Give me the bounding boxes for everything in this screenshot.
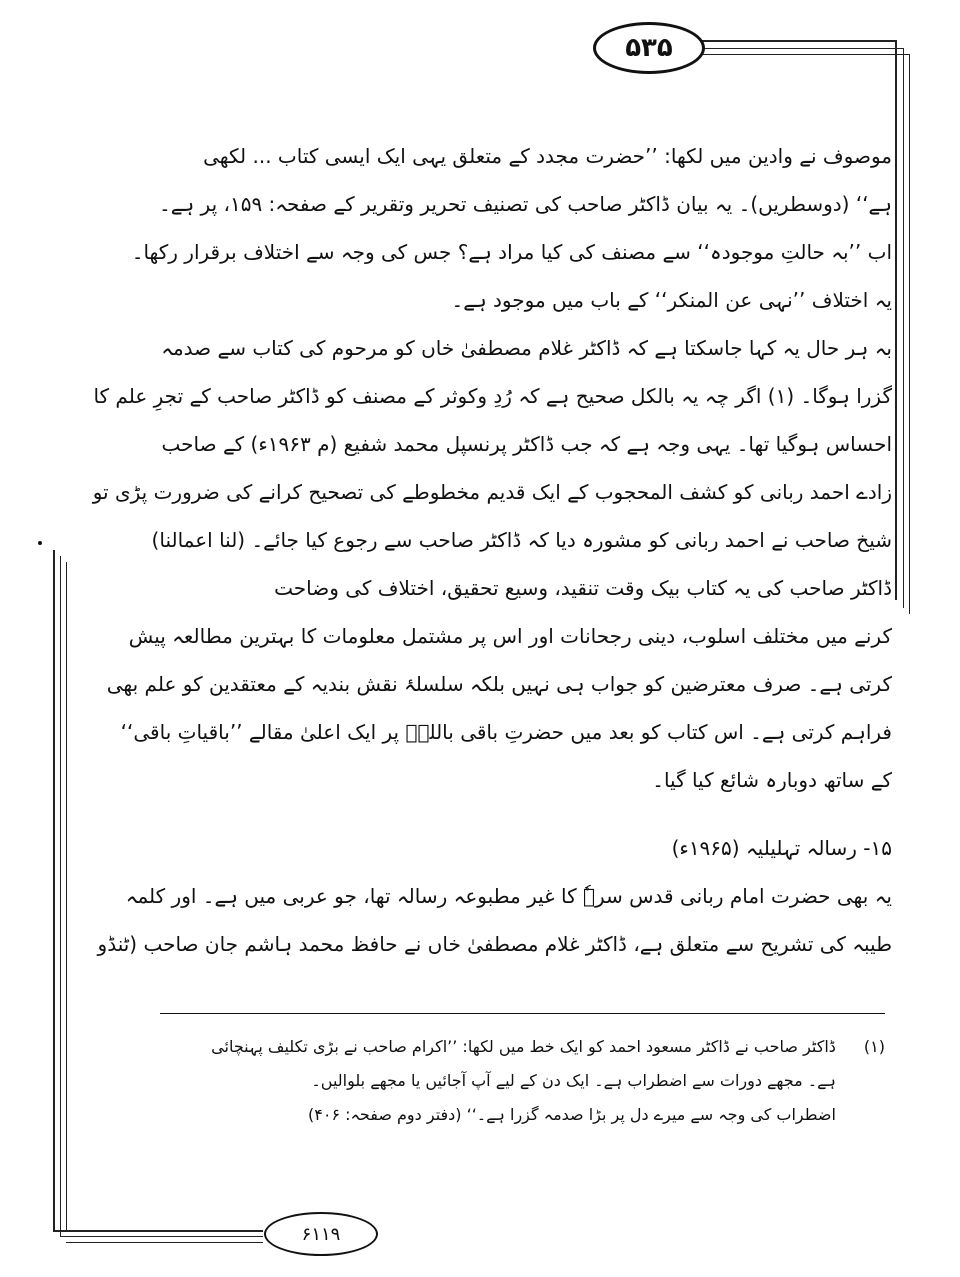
body-text	[92, 132, 892, 968]
frame-line	[60, 556, 61, 1236]
body-line: کے ساتھ دوبارہ شائع کیا گیا۔	[652, 768, 892, 792]
footnote-text: ہے۔ مجھے دورات سے اضطراب ہے۔ ایک دن کے لیے آپ آجائیں یا مجھے بلوالیں۔	[311, 1071, 836, 1090]
frame-line	[680, 48, 903, 49]
body-line: زادے احمد ربانی کو کشف المحجوب کے ایک قدیم مخطوطے کی تصحیح کرانے کی ضرورت پڑی تو	[92, 480, 892, 504]
frame-line	[66, 562, 67, 1230]
body-line: موصوف نے وادین میں لکھا: ’’حضرت مجدد کے متعلق یہی ایک ایسی کتاب ... لکھی	[203, 144, 892, 168]
frame-line	[680, 54, 909, 55]
section-line: طیبہ کی تشریح سے متعلق ہے، ڈاکٹر غلام مصطفیٰ خاں نے حافظ محمد ہاشم جان صاحب (ٹنڈو	[97, 932, 892, 956]
footnote-line	[160, 1030, 885, 1064]
footnote-line	[160, 1064, 885, 1098]
footnote-text: اضطراب کی وجہ سے میرے دل پر بڑا صدمہ گزرا ہے۔‘‘ (دفتر دوم صفحہ: ۴۰۶)	[308, 1105, 836, 1124]
body-line: کرنے میں مختلف اسلوب، دینی رجحانات اور اس پر مشتمل معلومات کا بہترین مطالعہ پیش	[128, 624, 892, 648]
frame-line	[680, 40, 895, 42]
page-number-top: ۵۳۵	[593, 22, 705, 74]
body-line: کرتی ہے۔ صرف معترضین کو جواب ہی نہیں بلکہ سلسلۂ نقش بندیہ کے معتقدین کو علم بھی	[106, 672, 892, 696]
body-line: احساس ہوگیا تھا۔ یہی وجہ ہے کہ جب ڈاکٹر پرنسپل محمد شفیع (م ۱۹۶۳ء) کے صاحب	[161, 432, 892, 456]
frame-line	[895, 40, 897, 600]
body-line: اب ’’بہ حالتِ موجودہ‘‘ سے مصنف کی کیا مراد ہے؟ جس کی وجہ سے اختلاف برقرار رکھا۔	[131, 240, 892, 264]
body-line: یہ اختلاف ’’نہی عن المنکر‘‘ کے باب میں موجود ہے۔	[451, 288, 892, 312]
footnote-line	[160, 1098, 885, 1132]
footnote-marker: (۱)	[863, 1037, 885, 1056]
frame-line	[903, 48, 904, 608]
footnote-text: ڈاکٹر صاحب نے ڈاکٹر مسعود احمد کو ایک خط میں لکھا: ’’اکرام صاحب نے بڑی تکلیف پہنچائی	[211, 1037, 836, 1056]
section-heading: ۱۵- رسالہ تہلیلیہ (۱۹۶۵ء)	[671, 836, 892, 860]
frame-line	[66, 1242, 263, 1243]
frame-line	[53, 1230, 263, 1232]
frame-line	[53, 550, 55, 1230]
footnote	[160, 1030, 885, 1132]
body-line: ہے‘‘ (دوسطریں)۔ یہ بیان ڈاکٹر صاحب کی تصنیف تحریر وتقریر کے صفحہ: ۱۵۹، پر ہے۔	[159, 192, 892, 216]
body-line: گزرا ہوگا۔ (۱) اگر چہ یہ بالکل صحیح ہے کہ رُدِ وکوثر کے مصنف کو ڈاکٹر صاحب کے تجرِ علم کا	[93, 384, 892, 408]
body-line: ڈاکٹر صاحب کی یہ کتاب بیک وقت تنقید، وسیع تحقیق، اختلاف کی وضاحت	[274, 576, 892, 600]
page-number-bottom: ۶۱۱۹	[264, 1212, 378, 1256]
frame-line	[60, 1236, 263, 1237]
frame-line	[909, 54, 910, 614]
body-line: بہ ہر حال یہ کہا جاسکتا ہے کہ ڈاکٹر غلام مصطفیٰ خاں کو مرحوم کی کتاب سے صدمہ	[161, 336, 892, 360]
scan-speck	[38, 541, 42, 545]
section-line: یہ بھی حضرت امام ربانی قدس سرہٗ کا غیر مطبوعہ رسالہ تھا، جو عربی میں ہے۔ اور کلمہ	[125, 884, 892, 908]
body-line: شیخ صاحب نے احمد ربانی کو مشورہ دیا کہ ڈاکٹر صاحب سے رجوع کیا جائے۔ (لنا اعمالنا)	[151, 528, 892, 552]
body-line: فراہم کرتی ہے۔ اس کتاب کو بعد میں حضرتِ باقی باللہؒ پر ایک اعلیٰ مقالے ’’باقیاتِ باقی‘‘	[120, 720, 892, 744]
footnote-separator	[160, 1013, 885, 1014]
